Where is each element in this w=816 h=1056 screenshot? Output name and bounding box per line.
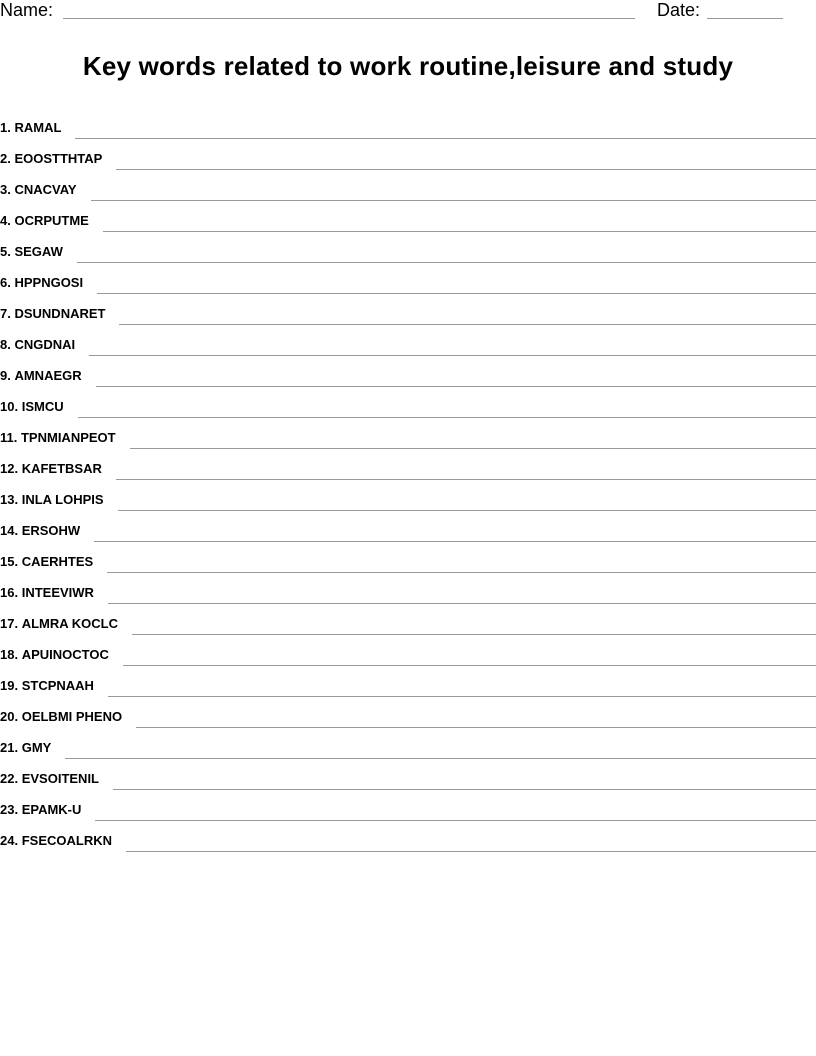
- list-item: [0, 170, 816, 201]
- answer-line[interactable]: [118, 509, 816, 511]
- list-item: [0, 480, 816, 511]
- list-item: [0, 418, 816, 449]
- answer-line[interactable]: [116, 478, 816, 480]
- scrambled-word: GMY: [21, 740, 52, 755]
- scrambled-word: STCPNAAH: [21, 678, 94, 693]
- scrambled-word: INTEEVIWR: [21, 585, 94, 600]
- page-title: Key words related to work routine,leisure and study: [82, 51, 734, 81]
- answer-line[interactable]: [95, 819, 816, 821]
- item-number: 22.: [0, 771, 19, 786]
- scrambled-word: RAMAL: [14, 120, 62, 135]
- answer-line[interactable]: [107, 571, 816, 573]
- list-item: [0, 759, 816, 790]
- answer-line[interactable]: [108, 695, 816, 697]
- date-label: Date:: [657, 0, 701, 20]
- list-item: [0, 449, 816, 480]
- item-number: 14.: [0, 523, 19, 538]
- scrambled-word: ERSOHW: [21, 523, 81, 538]
- answer-line[interactable]: [132, 633, 816, 635]
- scrambled-word: EPAMK-U: [21, 802, 82, 817]
- item-number: 19.: [0, 678, 19, 693]
- item-number: 21.: [0, 740, 19, 755]
- scrambled-word: EOOSTTHTAP: [14, 151, 103, 166]
- item-number: 6.: [0, 275, 11, 290]
- list-item: [0, 604, 816, 635]
- answer-line[interactable]: [108, 602, 816, 604]
- list-item: [0, 821, 816, 852]
- item-number: 13.: [0, 492, 19, 507]
- scrambled-word: APUINOCTOC: [21, 647, 109, 662]
- scrambled-word: KAFETBSAR: [21, 461, 102, 476]
- answer-line[interactable]: [89, 354, 816, 356]
- answer-line[interactable]: [119, 323, 816, 325]
- name-label: Name:: [0, 0, 54, 20]
- list-item: [0, 325, 816, 356]
- list-item: [0, 573, 816, 604]
- scrambled-word: CNACVAY: [14, 182, 77, 197]
- name-field[interactable]: [63, 18, 635, 19]
- scrambled-word: OELBMI PHENO: [21, 709, 123, 724]
- answer-line[interactable]: [103, 230, 816, 232]
- scrambled-word: AMNAEGR: [14, 368, 82, 383]
- scrambled-word: EVSOITENIL: [21, 771, 99, 786]
- item-number: 11.: [0, 430, 18, 445]
- list-item: [0, 201, 816, 232]
- scramble-word-list: [0, 108, 816, 852]
- answer-line[interactable]: [116, 168, 816, 170]
- date-field[interactable]: [707, 18, 783, 19]
- item-number: 4.: [0, 213, 11, 228]
- scrambled-word: FSECOALRKN: [21, 833, 112, 848]
- list-item: [0, 635, 816, 666]
- item-number: 3.: [0, 182, 11, 197]
- list-item: [0, 790, 816, 821]
- answer-line[interactable]: [126, 850, 816, 852]
- answer-line[interactable]: [123, 664, 816, 666]
- answer-line[interactable]: [78, 416, 816, 418]
- item-number: 5.: [0, 244, 11, 259]
- scrambled-word: INLA LOHPIS: [21, 492, 104, 507]
- item-number: 8.: [0, 337, 11, 352]
- scrambled-word: SEGAW: [14, 244, 63, 259]
- answer-line[interactable]: [96, 385, 816, 387]
- scrambled-word: ALMRA KOCLC: [21, 616, 118, 631]
- item-number: 16.: [0, 585, 19, 600]
- answer-line[interactable]: [77, 261, 816, 263]
- scrambled-word: DSUNDNARET: [14, 306, 106, 321]
- scrambled-word: CNGDNAI: [14, 337, 76, 352]
- answer-line[interactable]: [91, 199, 816, 201]
- worksheet-header: [0, 0, 816, 24]
- item-number: 18.: [0, 647, 19, 662]
- answer-line[interactable]: [94, 540, 816, 542]
- answer-line[interactable]: [136, 726, 816, 728]
- item-number: 9.: [0, 368, 11, 383]
- scrambled-word: TPNMIANPEOT: [20, 430, 116, 445]
- list-item: [0, 263, 816, 294]
- list-item: [0, 139, 816, 170]
- list-item: [0, 511, 816, 542]
- list-item: [0, 108, 816, 139]
- answer-line[interactable]: [97, 292, 816, 294]
- scrambled-word: HPPNGOSI: [14, 275, 84, 290]
- item-number: 17.: [0, 616, 19, 631]
- item-number: 20.: [0, 709, 19, 724]
- answer-line[interactable]: [113, 788, 816, 790]
- list-item: [0, 356, 816, 387]
- item-number: 1.: [0, 120, 11, 135]
- answer-line[interactable]: [130, 447, 816, 449]
- list-item: [0, 232, 816, 263]
- answer-line[interactable]: [75, 137, 816, 139]
- list-item: [0, 387, 816, 418]
- answer-line[interactable]: [65, 757, 816, 759]
- item-number: 23.: [0, 802, 19, 817]
- item-number: 7.: [0, 306, 11, 321]
- list-item: [0, 728, 816, 759]
- list-item: [0, 542, 816, 573]
- scrambled-word: OCRPUTME: [14, 213, 89, 228]
- item-number: 2.: [0, 151, 11, 166]
- item-number: 10.: [0, 399, 19, 414]
- item-number: 15.: [0, 554, 19, 569]
- list-item: [0, 294, 816, 325]
- scrambled-word: CAERHTES: [21, 554, 94, 569]
- scrambled-word: ISMCU: [21, 399, 64, 414]
- list-item: [0, 697, 816, 728]
- item-number: 24.: [0, 833, 19, 848]
- item-number: 12.: [0, 461, 19, 476]
- list-item: [0, 666, 816, 697]
